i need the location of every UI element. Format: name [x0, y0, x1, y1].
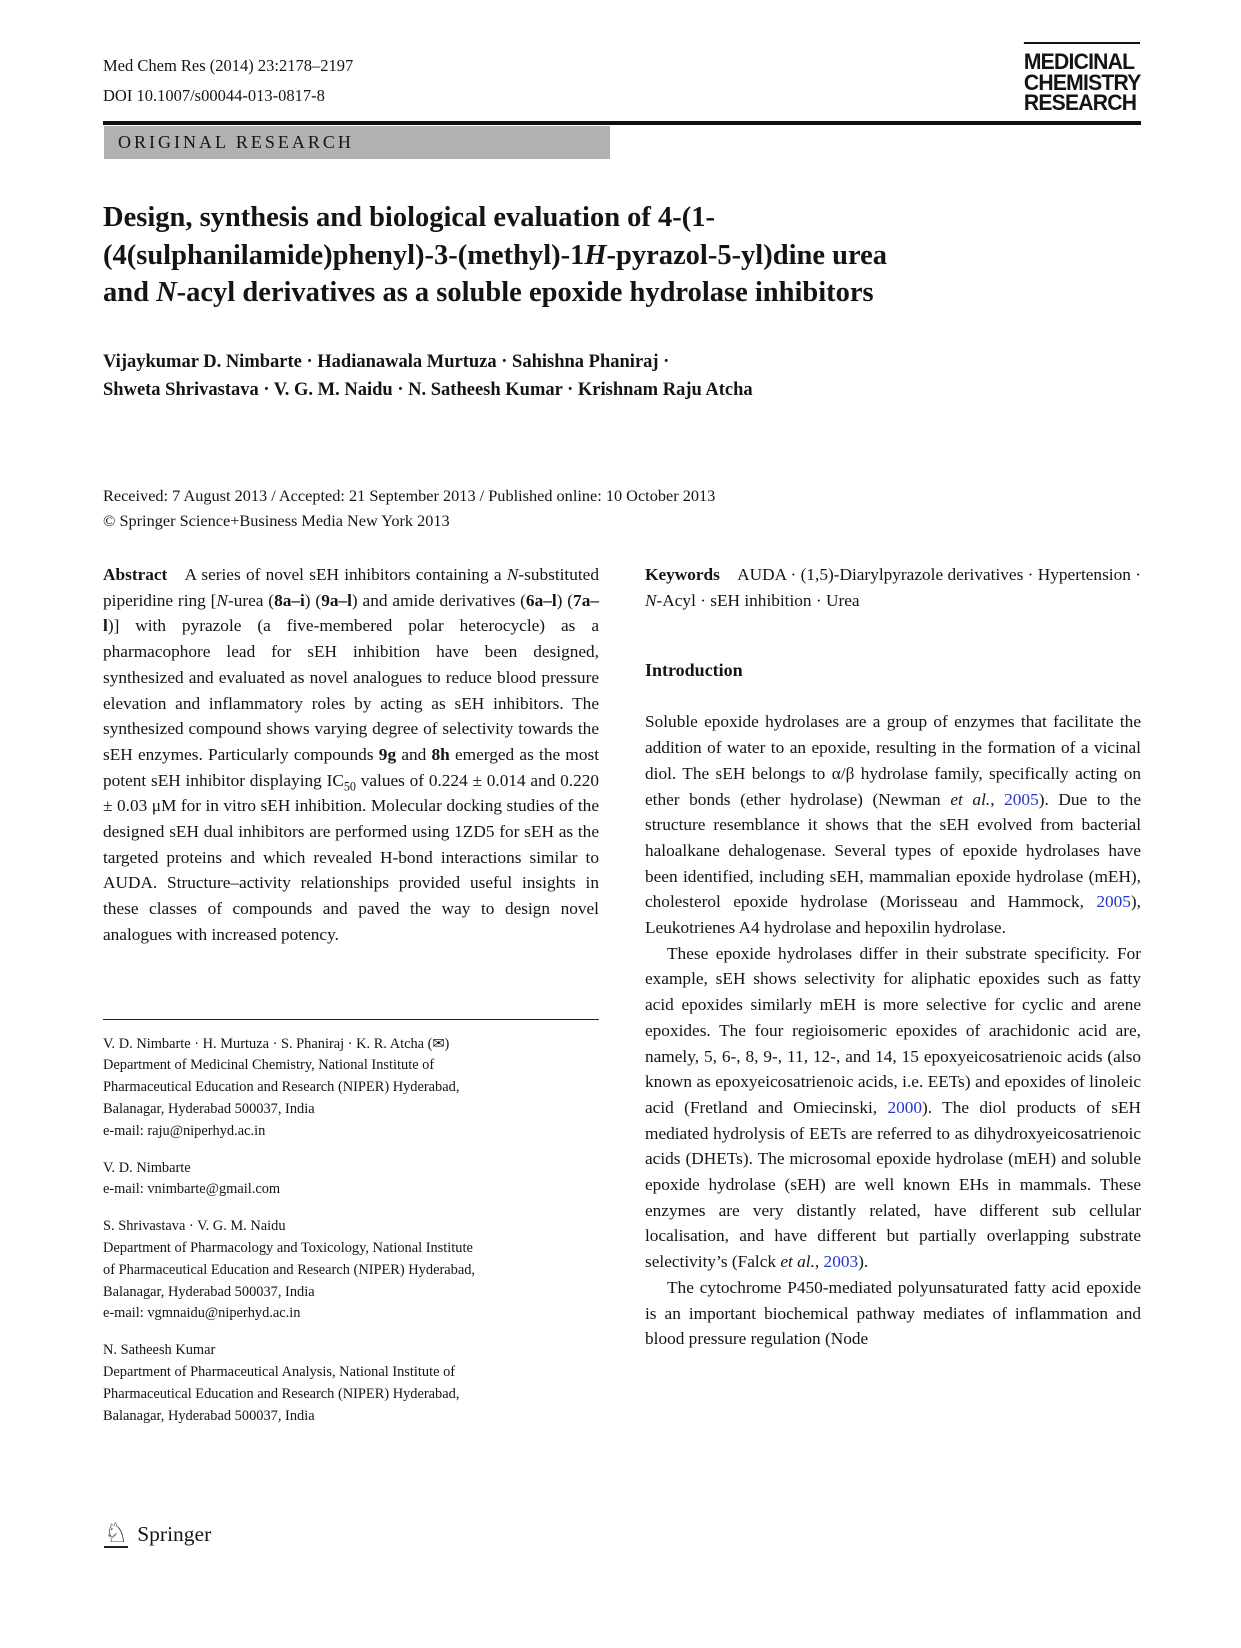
- footnote-line: e-mail: raju@niperhyd.ac.in: [103, 1122, 266, 1139]
- text-segment: 9a–l: [321, 590, 352, 610]
- text-segment: )] with pyrazole (a five-membered polar heterocycle) as a pharmacophore lead for sEH inhibition have been designed, synthesized and evaluated as novel analogues to reduce blood pressure elevation and inflammatory roles by acting as sEH inhibitors. The synthesized compound shows varying degree of selectivity towards the sEH enzymes. Particularly compounds: [103, 616, 599, 764]
- text-segment: N: [645, 590, 657, 610]
- footnote-line: e-mail: vgmnaidu@niperhyd.ac.in: [103, 1305, 301, 1322]
- footnote-line: Pharmaceutical Education and Research (NIPER) Hyderabad,: [103, 1385, 460, 1402]
- text-segment: values of 0.224 ± 0.014 and 0.220 ± 0.03 μM for in vitro sEH inhibition. Molecular docking studies of the designed sEH dual inhibitors are performed using 1ZD5 for sEH as the targeted proteins and which revealed H-bond interactions similar to AUDA. Structure–activity relationships provided useful insights in these classes of compounds and paved the way to design novel analogues with increased potency.: [103, 770, 600, 944]
- footnote-line: e-mail: vnimbarte@gmail.com: [103, 1181, 281, 1198]
- text-segment: A series of novel sEH inhibitors containing a: [167, 565, 507, 584]
- keywords-paragraph: [645, 562, 1141, 613]
- text-segment: -Acyl · sEH inhibition · Urea: [656, 590, 860, 610]
- footnote-line: Balanagar, Hyderabad 500037, India: [103, 1407, 315, 1424]
- text-segment: -substituted piperidine ring [: [103, 565, 599, 610]
- text-segment: Shweta Shrivastava · V. G. M. Naidu · N. Satheesh Kumar · Krishnam Raju Atcha: [103, 379, 753, 400]
- text-segment: Design, synthesis and biological evaluation of 4-(1-: [103, 202, 716, 233]
- footnote-line: Balanagar, Hyderabad 500037, India: [103, 1283, 315, 1300]
- text-segment: -acyl derivatives as a soluble epoxide hydrolase inhibitors: [176, 277, 874, 308]
- text-segment: ,: [814, 1252, 824, 1272]
- section-banner: [104, 126, 610, 159]
- publication-history: [103, 483, 715, 533]
- citation-year-link[interactable]: 2003: [823, 1252, 859, 1272]
- springer-horse-icon: ♘: [104, 1518, 129, 1548]
- text-segment: 9g: [378, 744, 397, 764]
- text-segment: et al.: [950, 789, 991, 809]
- left-column: [103, 562, 599, 1442]
- text-segment: ) (: [304, 590, 322, 610]
- received-accepted-line: Received: 7 August 2013 / Accepted: 21 September 2013 / Published online: 10 October 2013: [103, 486, 716, 505]
- footnote-line: V. D. Nimbarte · H. Murtuza · S. Phaniraj · K. R. Atcha (✉): [103, 1035, 450, 1052]
- text-segment: 8h: [431, 744, 450, 764]
- footnote-block-nimbarte: [103, 1158, 599, 1202]
- logo-line-3: RESEARCH: [1024, 90, 1137, 115]
- journal-citation: Med Chem Res (2014) 23:2178–2197: [103, 56, 354, 75]
- footnote-line: Department of Medicinal Chemistry, National Institute of: [103, 1057, 435, 1074]
- springer-footer-logo: [104, 1520, 211, 1548]
- doi-line: DOI 10.1007/s00044-013-0817-8: [103, 86, 325, 105]
- article-title: [103, 199, 1113, 312]
- text-segment: N: [506, 565, 519, 584]
- introduction-paragraph-2: [645, 941, 1141, 1275]
- text-segment: 7a–l: [103, 590, 599, 636]
- introduction-paragraph-1: [645, 709, 1141, 940]
- footnote-line: of Pharmaceutical Education and Research (NIPER) Hyderabad,: [103, 1261, 476, 1278]
- text-segment: AUDA · (1,5)-Diarylpyrazole derivatives · Hypertension ·: [719, 565, 1141, 584]
- footnote-rule-divider: [103, 1019, 599, 1020]
- text-segment: 6a–l: [525, 590, 557, 610]
- text-segment: ).: [858, 1252, 869, 1272]
- text-segment: The cytochrome P450-mediated polyunsaturated fatty acid epoxide is an important biochemical pathway mediates of inflammation and blood pressure regulation (Node: [645, 1277, 1141, 1349]
- footnote-block-corresponding-author: [103, 1034, 599, 1143]
- two-column-body: [103, 562, 1141, 1442]
- journal-logo: [1024, 42, 1141, 114]
- right-column: [645, 562, 1141, 1442]
- introduction-paragraph-3: [645, 1275, 1141, 1352]
- author-list: [103, 349, 1113, 404]
- text-segment: ) (: [556, 590, 574, 610]
- abstract-paragraph: [103, 562, 599, 948]
- footnote-block-satheesh-kumar: [103, 1340, 599, 1427]
- footnote-line: Department of Pharmaceutical Analysis, National Institute of: [103, 1363, 456, 1380]
- text-segment: 50: [343, 779, 356, 794]
- text-segment: ) and amide derivatives (: [351, 590, 526, 610]
- text-segment: N: [216, 590, 228, 610]
- text-segment: 8a–i: [274, 590, 305, 610]
- citation-year-link[interactable]: 2005: [1096, 892, 1131, 912]
- introduction-heading: Introduction: [645, 660, 743, 681]
- footnote-line: V. D. Nimbarte: [103, 1159, 191, 1176]
- copyright-line: © Springer Science+Business Media New York 2013: [103, 511, 450, 530]
- footnote-line: Balanagar, Hyderabad 500037, India: [103, 1100, 315, 1117]
- text-segment: Vijaykumar D. Nimbarte · Hadianawala Murtuza · Sahishna Phaniraj ·: [103, 352, 670, 372]
- footnote-line: S. Shrivastava · V. G. M. Naidu: [103, 1218, 286, 1235]
- citation-year-link[interactable]: 2005: [1004, 789, 1039, 809]
- text-segment: -pyrazol-5-yl)dine urea: [606, 239, 887, 271]
- section-banner-label: ORIGINAL RESEARCH: [118, 132, 354, 152]
- logo-top-rule-divider: [1024, 42, 1140, 44]
- text-segment: -urea (: [227, 590, 275, 610]
- text-segment: These epoxide hydrolases differ in their substrate specificity. For example, sEH shows selectivity for aliphatic epoxides such as fatty acid epoxides similarly mEH is more selective for cyclic and arene epoxides. The four regioisomeric epoxides of arachidonic acid are, namely, 5, 6-, 8, 9-, 11, 12-, and 14, 15 epoxyeicosatrienoic acids (also known as epoxyeicosatrienoic acids, i.e. EETs) and epoxides of linoleic acid (Fretland and Omiecinski,: [645, 943, 1141, 1117]
- footnote-line: Department of Pharmacology and Toxicology, National Institute: [103, 1239, 473, 1256]
- springer-footer-label: Springer: [137, 1521, 212, 1546]
- citation-year-link[interactable]: 2000: [887, 1097, 923, 1117]
- text-segment: ,: [990, 789, 1005, 809]
- footnote-line: N. Satheesh Kumar: [103, 1342, 216, 1359]
- text-segment: and: [396, 744, 432, 764]
- text-segment: N: [156, 277, 177, 308]
- text-segment: ), Leukotrienes A4 hydrolase and hepoxilin hydrolase.: [645, 892, 1141, 938]
- text-segment: Abstract: [103, 565, 168, 584]
- text-segment: Soluble epoxide hydrolases are a group of enzymes that facilitate the addition of water to an epoxide, resulting in the formation of a vicinal diol. The sEH belongs to α/β hydrolase family, specifically acting on ether bonds (ether hydrolase) (Newman: [645, 712, 1141, 809]
- footnote-block-shrivastava-naidu: [103, 1216, 599, 1325]
- text-segment: et al.: [780, 1252, 815, 1272]
- text-segment: H: [584, 239, 607, 271]
- text-segment: emerged as the most potent sEH inhibitor displaying IC: [103, 744, 600, 790]
- header-rule-divider: [103, 121, 1141, 125]
- logo-line-1: MEDICINAL: [1024, 49, 1135, 74]
- text-segment: ). Due to the structure resemblance it shows that the sEH evolved from bacterial haloalkane dehalogenase. Several types of epoxide hydrolases have been identified, including sEH, mammalian epoxide hydrolase (mEH), cholesterol epoxide hydrolase (Morisseau and Hammock,: [645, 789, 1141, 912]
- logo-line-2: CHEMISTRY: [1024, 69, 1141, 95]
- text-segment: ). The diol products of sEH mediated hydrolysis of EETs are referred to as dihydroxyeicosatrienoic acids (DHETs). The microsomal epoxide hydrolase (mEH) and soluble epoxide hydrolase (sEH) are well known EHs in mammals. These enzymes are very distantly related, have different sub cellular localisation, and have different but partially overlapping substrate selectivity’s (Falck: [645, 1097, 1141, 1272]
- text-segment: Keywords: [645, 565, 720, 584]
- text-segment: and: [103, 277, 157, 308]
- footnote-line: Pharmaceutical Education and Research (NIPER) Hyderabad,: [103, 1079, 460, 1096]
- text-segment: (4(sulphanilamide)phenyl)-3-(methyl)-1: [103, 239, 585, 271]
